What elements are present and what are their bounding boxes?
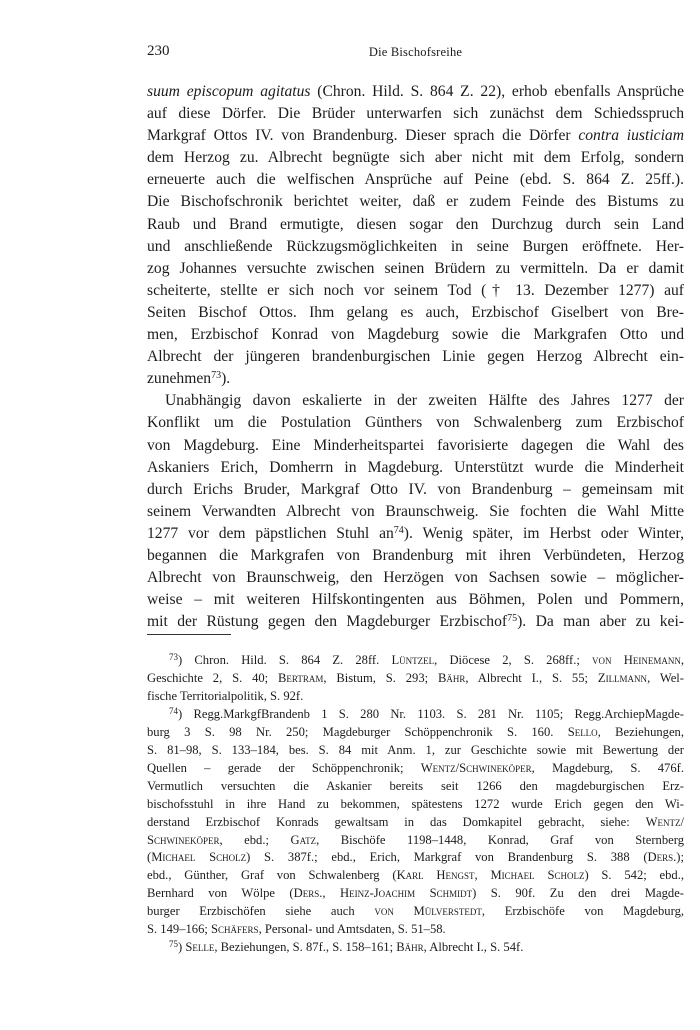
- text-line: Unabhängig davon eskalierte in der zweiten Hälfte des Jahres 1277 der: [165, 392, 684, 410]
- text-line: auf diese Dörfer. Die Brüder unterwarfen sich zunächst dem Schiedsspruch: [147, 105, 684, 123]
- text-line: suum episcopum agitatus (Chron. Hild. S. 864 Z. 22), erhob ebenfalls Ansprüche: [147, 83, 684, 100]
- text-line: von Magdeburg. Eine Minderheitspartei favorisierte dagegen die Wahl des: [147, 436, 684, 454]
- footnote-line: bischofsstuhl in ihre Hand zu bekommen, spätestens 1272 wurde Erich gegen den Wi-: [147, 796, 684, 811]
- text-line: Markgraf Ottos IV. von Brandenburg. Dieser sprach die Dörfer contra iusticiam: [147, 127, 684, 145]
- text-line: und anschließende Rückzugsmöglichkeiten in seine Burgen eröffnete. Her-: [147, 237, 684, 255]
- text-line: Konflikt um die Postulation Günthers von Schwalenberg zum Erzbischof: [147, 414, 684, 432]
- page-number: 230: [147, 43, 170, 59]
- footnote-line: fische Territorialpolitik, S. 92f.: [147, 688, 304, 703]
- text-line: men, Erzbischof Konrad von Magdeburg sowie die Markgrafen Otto und: [147, 326, 684, 344]
- text-line: 1277 vor dem päpstlichen Stuhl $an^{74}$). Wenig später, im Herbst oder Winter,: [147, 524, 684, 542]
- footnote-74: [147, 706, 684, 939]
- footnote-line: derstand Erzbischof Konrads gewaltsam in das Domkapitel gebracht, siehe: Wentz/: [147, 814, 684, 829]
- footnote-line: $^{74}$) Regg.MarkgfBrandenb 1 S. 280 Nr. 1103. S. 281 Nr. 1105; Regg.ArchiepMagde-: [169, 705, 684, 721]
- footnote-75: [147, 939, 684, 957]
- footnote-line: (Michael Scholz) S. 387f.; ebd., Erich, Markgraf von Brandenburg S. 388 (Ders.);: [147, 850, 684, 865]
- footnote-ref[interactable]: 74: [393, 524, 404, 536]
- footnote-number: 74: [169, 705, 178, 716]
- text-line: Seiten Bischof Ottos. Ihm gelang es auch, Erzbischof Giselbert von Bre-: [147, 303, 684, 321]
- text-line: Die Bischofschronik berichtet weiter, daß er zudem Feinde des Bistums zu: [147, 193, 684, 211]
- footnote-line: S. 81–98, S. 133–184, bes. S. 84 mit Anm. 1, zur Geschichte sowie mit Bewertung der: [147, 742, 684, 757]
- text-line: mit der Rüstung gegen den Magdeburger Erzbischof$^{75}$). Da man aber zu kei-: [147, 613, 684, 631]
- text-line: zunehmen$^{73}$).: [147, 370, 231, 388]
- text-line: Albrecht von Braunschweig, den Herzögen von Sachsen sowie – möglicher-: [147, 569, 684, 587]
- text-line: dem Herzog zu. Albrecht begnügte sich aber nicht mit dem Erfolg, sondern: [147, 149, 684, 167]
- text-line: begannen die Markgrafen von Brandenburg mit ihren Verbündeten, Herzog: [147, 546, 684, 564]
- text-line: Askaniers Erich, Domherrn in Magdeburg. Unterstützt wurde die Minderheit: [147, 458, 684, 476]
- text-line: weise – mit weiteren Hilfskontingenten aus Böhmen, Polen und Pommern,: [147, 591, 684, 609]
- footnote-line: $^{73}$) Chron. Hild. S. 864 Z. 28ff. Lüntzel, Diöcese 2, S. 268ff.; von Heinemann,: [169, 652, 684, 667]
- footnote-number: 75: [169, 939, 178, 950]
- running-head: Die Bischofsreihe: [368, 45, 463, 59]
- footnote-line: Vermutlich versuchten die Askanier bereits seit 1266 den magdeburgischen Erz-: [147, 778, 684, 793]
- latin-quote: contra iusticiam: [578, 127, 684, 145]
- text-line: seinem Verwandten Albrecht von Braunschweig. Sie fochten die Wahl Mitte: [147, 502, 684, 520]
- text-line: erneuerte auch die welfischen Ansprüche auf Peine (ebd. S. 864 Z. 25ff.).: [147, 171, 684, 189]
- footnotes: [147, 652, 684, 957]
- footnote-73: [147, 652, 684, 706]
- footnote-line: Schwineköper, ebd.; Gatz, Bischöfe 1198–1448, Konrad, Graf von Sternberg: [147, 832, 684, 847]
- footnote-divider: [147, 634, 231, 635]
- footnote-line: Bernhard von Wölpe (Ders., Heinz-Joachim Schmidt) S. 90f. Zu den drei Magde-: [147, 886, 685, 901]
- footnote-line: Quellen – gerade der Schöppenchronik; Wentz/Schwineköper, Magdeburg, S. 476f.: [147, 760, 684, 775]
- footnote-line: S. 149–166; Schäfers, Personal- und Amtsdaten, S. 51–58.: [147, 922, 446, 937]
- main-text: [147, 81, 684, 633]
- footnote-line: burg 3 S. 98 Nr. 250; Magdeburger Schöppenchronik S. 160. Sello, Beziehungen,: [147, 724, 684, 739]
- paragraph-2: [147, 390, 684, 633]
- footnote-line: ebd., Günther, Graf von Schwalenberg (Karl Hengst, Michael Scholz) S. 542; ebd.,: [147, 868, 685, 883]
- footnote-line: $^{75}$) Selle, Beziehungen, S. 87f., S. 158–161; Bähr, Albrecht I., S. 54f.: [169, 939, 524, 955]
- latin-quote: suum episcopum agitatus: [147, 83, 311, 100]
- text-line: Albrecht der jüngeren brandenburgischen Linie gegen Herzog Albrecht ein-: [147, 348, 684, 366]
- text-line: Raub und Brand ermutigte, diesen sogar den Durchzug durch sein Land: [147, 215, 684, 233]
- footnote-line: Geschichte 2, S. 40; Bertram, Bistum, S. 293; Bähr, Albrecht I., S. 55; Zillmann, Wel-: [147, 670, 684, 685]
- footnote-ref[interactable]: 73: [211, 370, 222, 382]
- text-line: durch Erichs Bruder, Markgraf Otto IV. von Brandenburg – gemeinsam mit: [147, 480, 684, 498]
- text-line: zog Johannes versuchte zwischen seinen Brüdern zu vermitteln. Da er damit: [147, 259, 684, 277]
- page-header: [147, 43, 684, 63]
- paragraph-1: [147, 81, 684, 390]
- footnote-number: 73: [169, 652, 178, 662]
- text-line: scheiterte, stellte er sich noch vor seinem Tod († 13. Dezember 1277) auf: [147, 281, 684, 299]
- footnote-line: burger Erzbischöfen siehe auch von Mülverstedt, Erzbischöfe von Magdeburg,: [147, 904, 685, 919]
- footnote-ref[interactable]: 75: [507, 613, 518, 625]
